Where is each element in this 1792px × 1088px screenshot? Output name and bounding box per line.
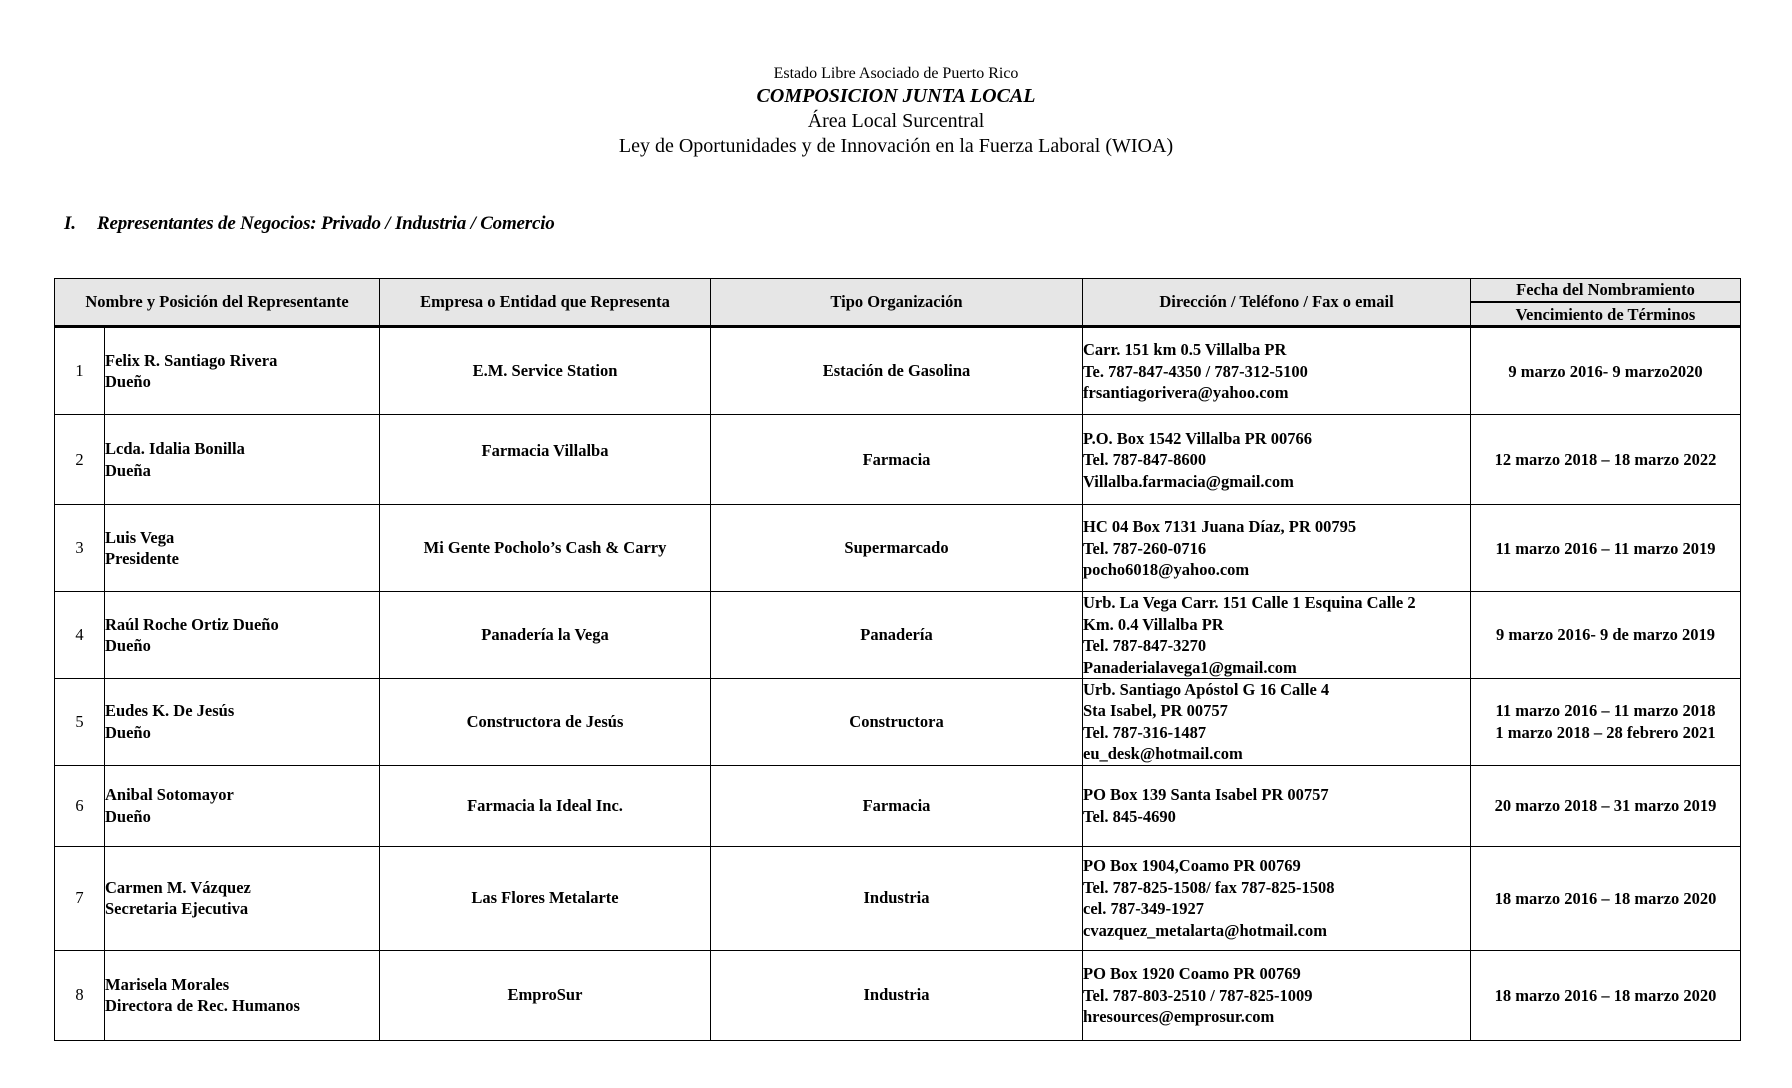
representative-cell — [105, 846, 380, 950]
contact-line: eu_desk@hotmail.com — [1083, 744, 1243, 764]
term-date-line: 18 marzo 2016 – 18 marzo 2020 — [1494, 888, 1717, 908]
term-date-line: 12 marzo 2018 – 18 marzo 2022 — [1494, 450, 1717, 470]
col-header-name: Nombre y Posición del Representante — [55, 279, 380, 327]
organization-type-cell: Constructora — [711, 679, 1083, 766]
organization-type-cell: Industria — [711, 846, 1083, 950]
term-dates-cell — [1471, 505, 1741, 592]
company-cell: Farmacia Villalba — [380, 415, 711, 505]
representative-name: Felix R. Santiago Rivera — [105, 350, 278, 370]
representatives-table — [54, 278, 1741, 1041]
representative-position: Secretaria Ejecutiva — [105, 899, 249, 919]
col-header-type: Tipo Organización — [711, 279, 1083, 327]
company-cell: Farmacia la Ideal Inc. — [380, 765, 711, 846]
table-row — [55, 765, 1741, 846]
representative-name: Eudes K. De Jesús — [105, 701, 235, 721]
col-header-term-expiration: Vencimiento de Términos — [1515, 305, 1696, 325]
term-dates-cell — [1471, 846, 1741, 950]
representative-position: Dueño — [105, 722, 151, 742]
row-number: 6 — [55, 765, 105, 846]
contact-line: hresources@emprosur.com — [1083, 1007, 1275, 1026]
company-cell: E.M. Service Station — [380, 327, 711, 415]
organization-type-cell: Supermarcado — [711, 505, 1083, 592]
term-dates-cell — [1471, 950, 1741, 1040]
contact-cell — [1083, 679, 1471, 766]
representative-cell — [105, 505, 380, 592]
organization-type-cell: Farmacia — [711, 765, 1083, 846]
contact-line: Tel. 787-847-3270 — [1083, 636, 1207, 656]
representative-position: Dueño — [105, 806, 151, 826]
contact-line: Tel. 787-825-1508/ fax 787-825-1508 — [1083, 877, 1335, 897]
representative-name: Marisela Morales — [105, 974, 230, 994]
header-government: Estado Libre Asociado de Puerto Rico — [773, 65, 1019, 82]
representative-cell — [105, 679, 380, 766]
term-dates-cell — [1471, 415, 1741, 505]
header-title: COMPOSICION JUNTA LOCAL — [756, 85, 1036, 107]
representative-name: Luis Vega — [105, 527, 175, 547]
contact-line: pocho6018@yahoo.com — [1083, 560, 1250, 579]
contact-line: cel. 787-349-1927 — [1083, 899, 1204, 919]
representative-name: Lcda. Idalia Bonilla — [105, 439, 245, 459]
row-number: 3 — [55, 505, 105, 592]
contact-line: Carr. 151 km 0.5 Villalba PR — [1083, 340, 1287, 360]
col-header-company: Empresa o Entidad que Representa — [380, 279, 711, 327]
header-law: Ley de Oportunidades y de Innovación en la Fuerza Laboral (WIOA) — [618, 135, 1174, 157]
representative-position: Directora de Rec. Humanos — [105, 996, 300, 1016]
header-area: Área Local Surcentral — [807, 110, 985, 132]
table-row — [55, 505, 1741, 592]
contact-cell — [1083, 846, 1471, 950]
term-date-line: 20 marzo 2018 – 31 marzo 2019 — [1494, 796, 1717, 816]
contact-line: Tel. 787-803-2510 / 787-825-1009 — [1083, 985, 1313, 1005]
contact-line: Te. 787-847-4350 / 787-312-5100 — [1083, 361, 1308, 381]
contact-line: Urb. La Vega Carr. 151 Calle 1 Esquina Calle 2 — [1083, 593, 1416, 613]
contact-line: Tel. 787-847-8600 — [1083, 450, 1207, 470]
table-header-row — [55, 279, 1741, 327]
contact-line: Tel. 787-316-1487 — [1083, 722, 1207, 742]
representative-name: Carmen M. Vázquez — [105, 877, 251, 897]
contact-cell — [1083, 327, 1471, 415]
representative-position: Dueño — [105, 636, 151, 656]
table-body — [55, 327, 1741, 1041]
term-dates-cell — [1471, 327, 1741, 415]
organization-type-cell: Estación de Gasolina — [711, 327, 1083, 415]
representative-cell — [105, 327, 380, 415]
row-number: 2 — [55, 415, 105, 505]
representative-position: Dueña — [105, 460, 151, 480]
term-date-line: 11 marzo 2016 – 11 marzo 2019 — [1495, 538, 1716, 558]
section-title: Representantes de Negocios: Privado / Industria / Comercio — [97, 213, 555, 234]
table-row — [55, 592, 1741, 679]
contact-line: Panaderialavega1@gmail.com — [1083, 657, 1297, 677]
contact-line: Tel. 787-260-0716 — [1083, 538, 1207, 558]
row-number: 5 — [55, 679, 105, 766]
representative-cell — [105, 415, 380, 505]
representative-cell — [105, 592, 380, 679]
term-dates-cell — [1471, 765, 1741, 846]
term-dates-cell — [1471, 592, 1741, 679]
table-row — [55, 950, 1741, 1040]
contact-line: PO Box 1904,Coamo PR 00769 — [1083, 856, 1301, 876]
term-dates-cell — [1471, 679, 1741, 766]
document-header — [0, 64, 1792, 159]
representative-position: Dueño — [105, 372, 151, 392]
contact-line: HC 04 Box 7131 Juana Díaz, PR 00795 — [1083, 517, 1357, 537]
term-date-line: 11 marzo 2016 – 11 marzo 2018 — [1495, 701, 1716, 721]
contact-line: cvazquez_metalarta@hotmail.com — [1083, 920, 1327, 940]
contact-line: Tel. 845-4690 — [1083, 806, 1176, 826]
contact-cell — [1083, 950, 1471, 1040]
term-date-line: 18 marzo 2016 – 18 marzo 2020 — [1494, 985, 1717, 1005]
row-number: 7 — [55, 846, 105, 950]
contact-line: frsantiagorivera@yahoo.com — [1083, 383, 1289, 402]
contact-line: PO Box 139 Santa Isabel PR 00757 — [1083, 785, 1329, 805]
company-cell: Constructora de Jesús — [380, 679, 711, 766]
company-cell: Mi Gente Pocholo’s Cash & Carry — [380, 505, 711, 592]
col-header-contact: Dirección / Teléfono / Fax o email — [1083, 279, 1471, 327]
representative-name: Raúl Roche Ortiz Dueño — [105, 614, 279, 634]
organization-type-cell: Farmacia — [711, 415, 1083, 505]
company-cell: Las Flores Metalarte — [380, 846, 711, 950]
contact-line: Villalba.farmacia@gmail.com — [1083, 471, 1294, 491]
company-cell: EmproSur — [380, 950, 711, 1040]
col-header-appointment-date: Fecha del Nombramiento — [1471, 279, 1740, 303]
row-number: 4 — [55, 592, 105, 679]
row-number: 1 — [55, 327, 105, 415]
section-heading — [64, 213, 555, 235]
organization-type-cell: Industria — [711, 950, 1083, 1040]
contact-line: P.O. Box 1542 Villalba PR 00766 — [1083, 428, 1313, 448]
contact-line: Urb. Santiago Apóstol G 16 Calle 4 — [1083, 680, 1330, 700]
contact-cell — [1083, 765, 1471, 846]
contact-cell — [1083, 592, 1471, 679]
term-date-line: 9 marzo 2016- 9 de marzo 2019 — [1495, 625, 1716, 645]
representative-name: Anibal Sotomayor — [105, 785, 234, 805]
term-date-line: 9 marzo 2016- 9 marzo2020 — [1508, 361, 1703, 381]
representative-cell — [105, 765, 380, 846]
table-row — [55, 327, 1741, 415]
contact-cell — [1083, 505, 1471, 592]
contact-line: PO Box 1920 Coamo PR 00769 — [1083, 964, 1301, 984]
row-number: 8 — [55, 950, 105, 1040]
col-header-dates — [1471, 279, 1741, 327]
contact-cell — [1083, 415, 1471, 505]
term-date-line: 1 marzo 2018 – 28 febrero 2021 — [1495, 722, 1716, 742]
company-cell: Panadería la Vega — [380, 592, 711, 679]
representative-position: Presidente — [105, 549, 179, 569]
table-row — [55, 679, 1741, 766]
contact-line: Sta Isabel, PR 00757 — [1083, 701, 1228, 721]
organization-type-cell: Panadería — [711, 592, 1083, 679]
table-row — [55, 415, 1741, 505]
representative-cell — [105, 950, 380, 1040]
section-number: I. — [64, 213, 76, 234]
contact-line: Km. 0.4 Villalba PR — [1083, 614, 1224, 634]
table-row — [55, 846, 1741, 950]
